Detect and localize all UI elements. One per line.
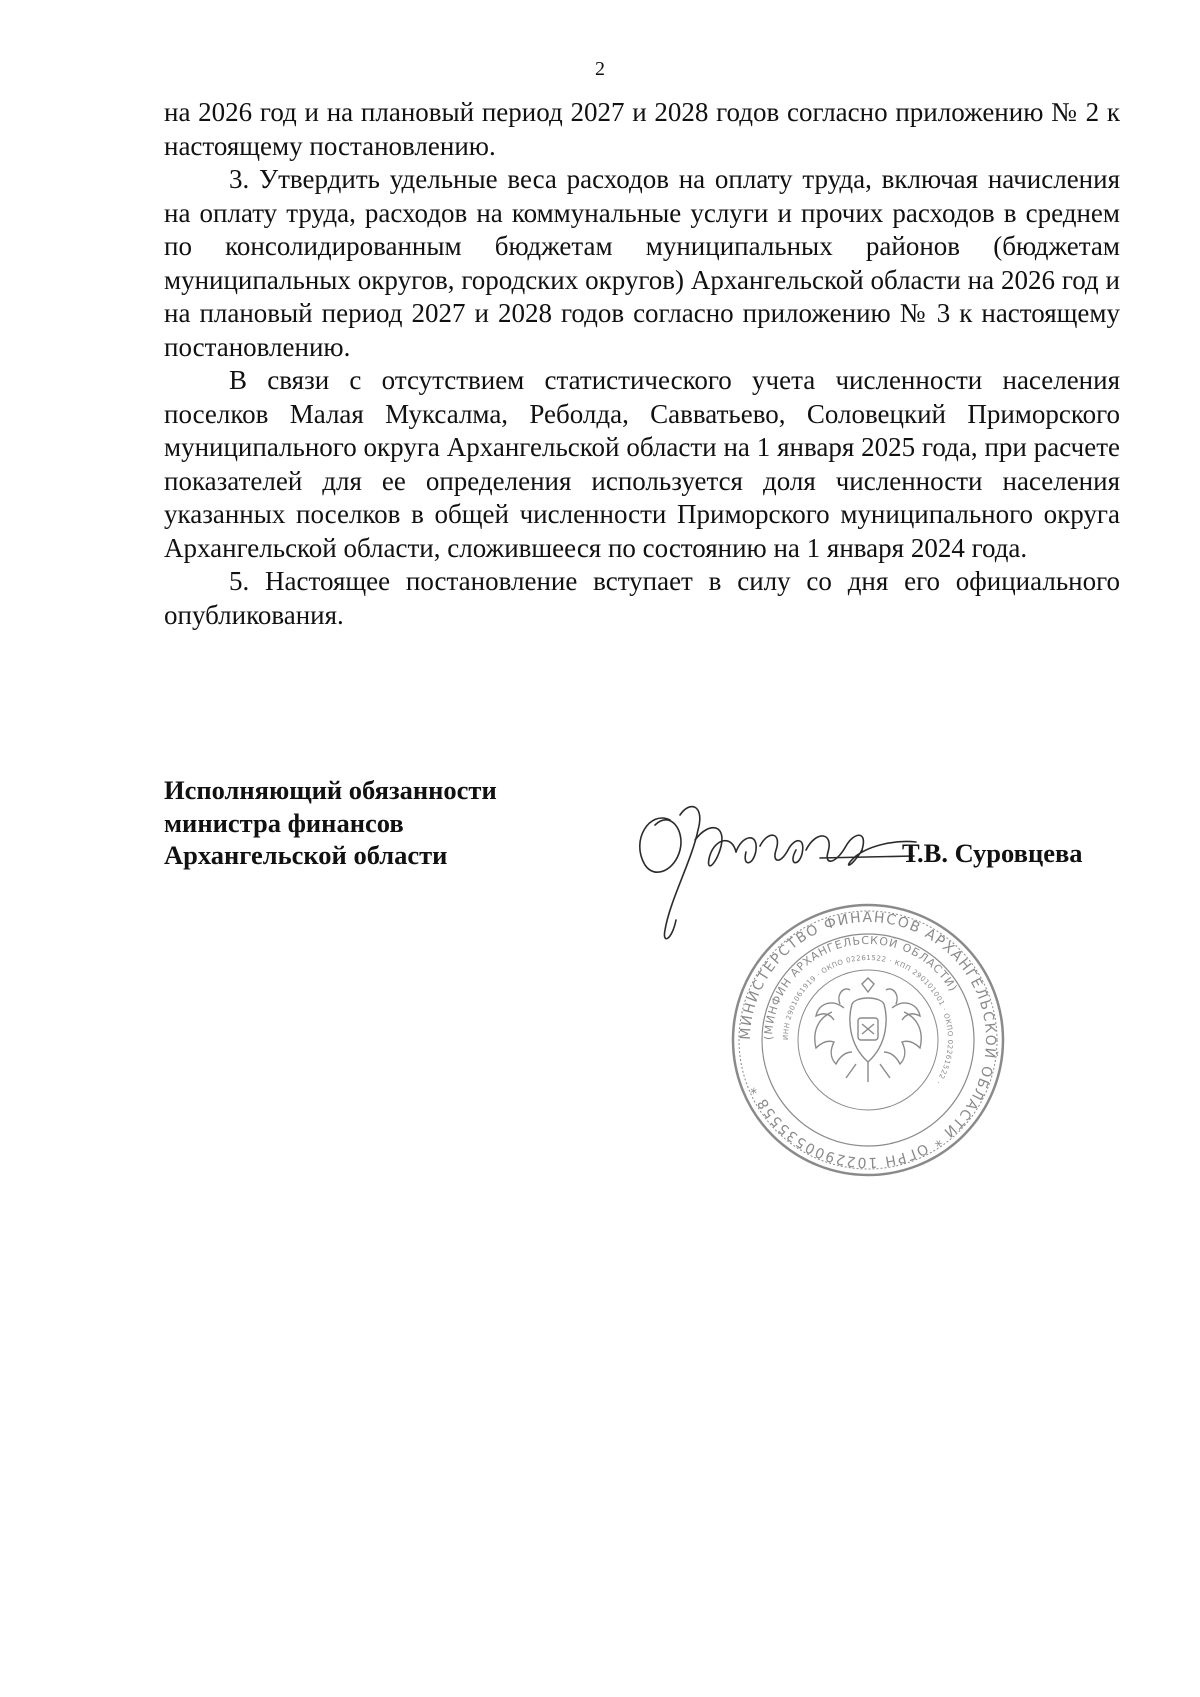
page-number: 2: [595, 58, 605, 80]
signatory-block: [164, 774, 497, 872]
double-headed-eagle-icon: [815, 978, 921, 1082]
paragraph-item-3: 3. Утвердить удельные веса расходов на оплату труда, включая начисления на оплату труда, расходов на коммунальные услуги и прочих расходов в среднем по консолидированным бюджетам муниципальных районов (бюджетам муниципальных округов, городских округов) Архангельской области на 2026 год и на плановый период 2027 и 2028 годов согласно приложению № 3 к настоящему постановлению.: [164, 164, 1120, 362]
signer-name: Т.В. Суровцева: [902, 838, 1083, 868]
signatory-position-line-2: министра финансов: [164, 807, 404, 838]
official-seal: [728, 900, 1008, 1180]
seal-inner-text: (МИНФИН АРХАНГЕЛЬСКОЙ ОБЛАСТИ): [761, 933, 961, 1041]
paragraph-item-5: 5. Настоящее постановление вступает в силу со дня его официального опубликования.: [164, 566, 1120, 630]
signatory-position-line-3: Архангельской области: [164, 840, 448, 870]
signatory-position-line-1: Исполняющий обязанности: [164, 775, 497, 805]
paragraph-population-note: В связи с отсутствием статистического учета численности населения поселков Малая Муксалма, Реболда, Савватьево, Соловецкий Приморского муниципального округа Архангельской области на 1 января 2025 года, при расчете показателей для ее определения используется доля численности населения указанных поселков в общей численности Приморского муниципального округа Архангельской области, сложившееся по состоянию на 1 января 2024 года.: [164, 365, 1120, 563]
seal-outer-text: МИНИСТЕРСТВО ФИНАНСОВ АРХАНГЕЛЬСКОЙ ОБЛАСТИ * ОГРН 1022900535558 *: [737, 909, 999, 1171]
paragraph-continuation: на 2026 год и на плановый период 2027 и 2028 годов согласно приложению № 2 к настоящему постановлению.: [164, 97, 1120, 161]
document-body: [164, 96, 1120, 632]
seal-codes-text: ИНН 2901061919 · ОКПО 02261522 · КПП 290101001 · ОКПО 02261522 ·: [781, 953, 955, 1086]
